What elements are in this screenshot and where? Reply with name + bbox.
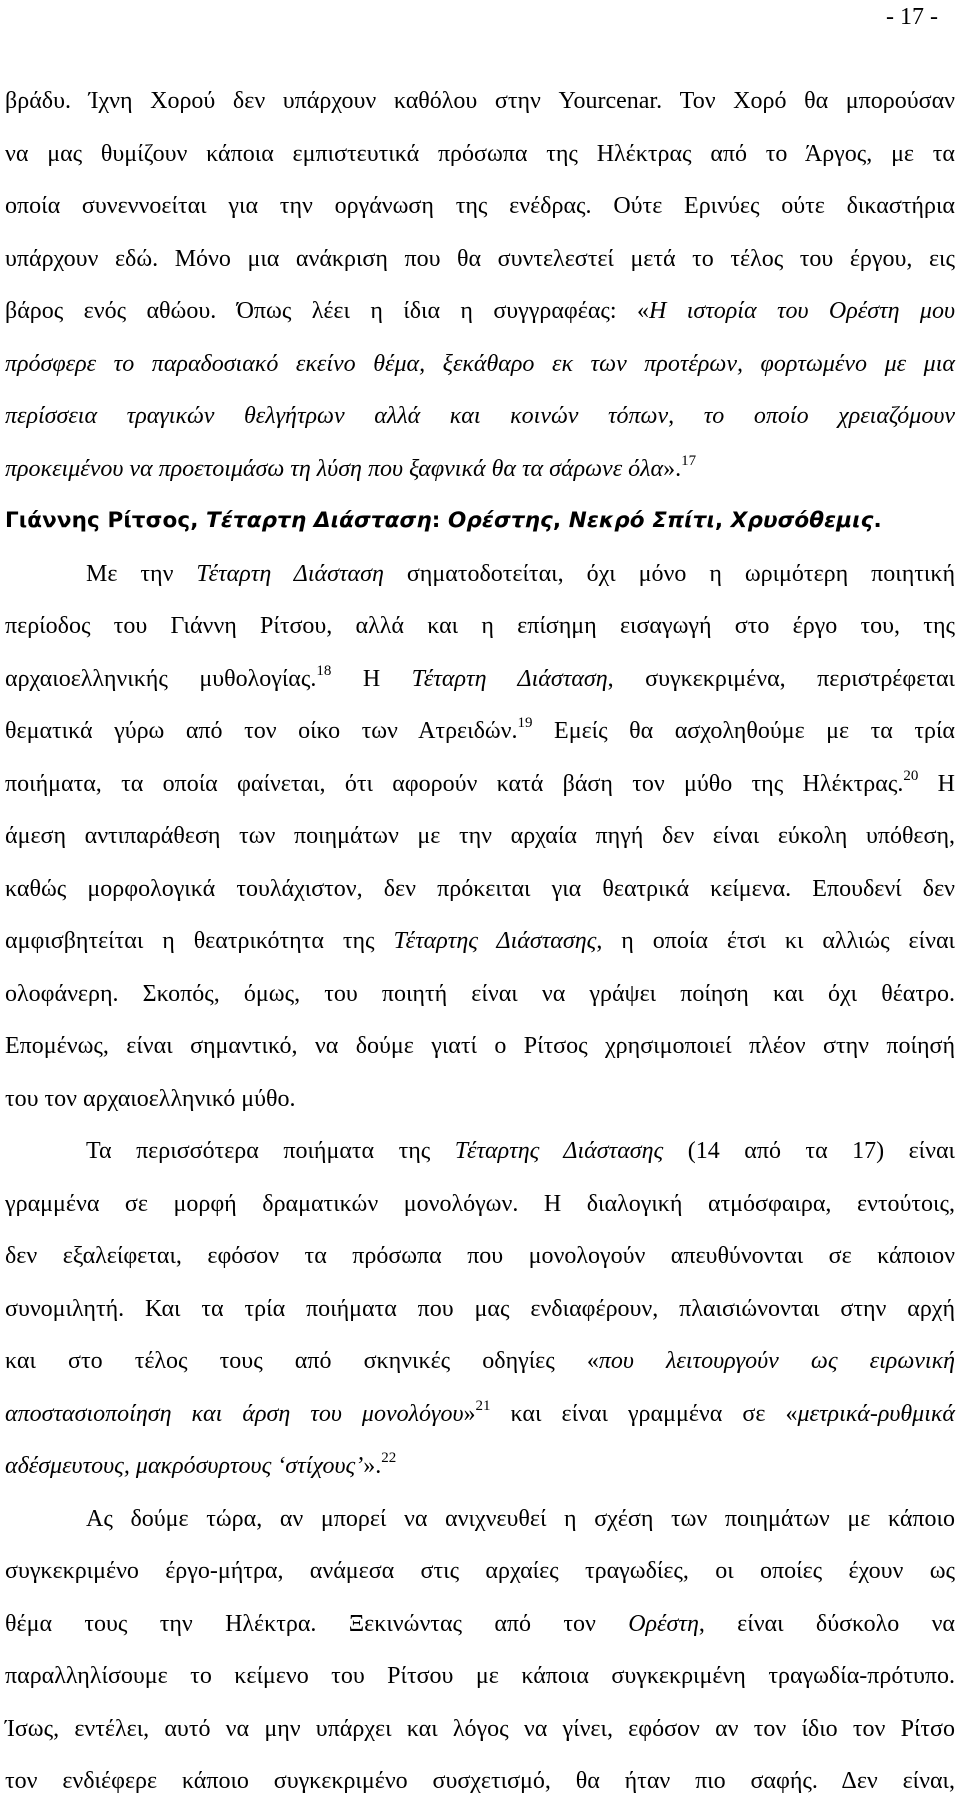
text-run: προκειμένου να προετοιμάσω τη λύση που ξαφνικά θα τα σάρωνε όλα: [5, 455, 664, 482]
text-run: αρχαιοελληνικής μυθολογίας.: [5, 665, 317, 692]
text-run: ».: [363, 1453, 382, 1479]
text-run: τον ενδιέφερε κάποιο συγκεκριμένο συσχετισμό, θα ήταν πιο σαφής. Δεν είναι,: [5, 1768, 955, 1794]
text-line: [5, 75, 955, 128]
footnote-marker[interactable]: 21: [475, 1397, 491, 1414]
text-line: [5, 915, 955, 968]
text-run: Η: [918, 770, 956, 797]
footnote-marker[interactable]: 19: [517, 715, 533, 731]
text-run: Νεκρό Σπίτι: [568, 508, 715, 533]
text-line: [5, 1073, 955, 1126]
text-run: Τέταρτη Διάσταση: [411, 665, 608, 692]
text-line: [5, 1703, 955, 1756]
text-run: πρόσφερε το παραδοσιακό εκείνο θέμα, ξεκάθαρο εκ των προτέρων, φορτωμένο με μια: [5, 350, 955, 377]
text-line: [5, 653, 955, 706]
text-run: (14 από τα 17) είναι: [663, 1138, 956, 1164]
text-run: συνομιλητή. Και τα τρία ποιήματα που μας ενδιαφέρουν, πλαισιώνονται στην αρχή: [5, 1295, 955, 1322]
text-line: [5, 390, 955, 443]
text-line: [5, 1545, 955, 1598]
text-line: [5, 758, 955, 811]
text-line: [5, 863, 955, 916]
text-run: .: [873, 508, 882, 533]
text-run: Τέταρτης Διάστασης: [393, 928, 597, 954]
text-run: , είναι δύσκολο να: [698, 1610, 955, 1637]
footnote-marker[interactable]: 18: [316, 662, 332, 679]
text-run: Η: [331, 665, 412, 692]
text-run: άμεση αντιπαράθεση των ποιημάτων με την αρχαία πηγή δεν είναι εύκολη υπόθεση,: [5, 823, 955, 849]
text-line: [5, 180, 955, 233]
text-run: αμφισβητείται η θεατρικότητα της: [5, 928, 394, 954]
text-line: [5, 1493, 955, 1546]
text-run: θεματικά γύρω από τον οίκο των Ατρειδών.: [5, 718, 518, 744]
text-run: Με την: [86, 560, 197, 587]
text-run: περίσσεια τραγικών θελγήτρων αλλά και κοινών τόπων, το οποίο χρειαζόμουν: [5, 403, 955, 429]
text-line: [5, 810, 955, 863]
text-run: και είναι γραμμένα σε «: [490, 1400, 798, 1427]
text-line: [5, 1755, 955, 1808]
footnote-marker[interactable]: 17: [681, 452, 697, 469]
text-run: ,: [714, 508, 731, 533]
text-run: που λειτουργούν ως ειρωνική: [598, 1348, 956, 1374]
text-run: Ορέστη: [628, 1610, 699, 1637]
text-run: καθώς μορφολογικά τουλάχιστον, δεν πρόκειται για θεατρικά κείμενα. Επουδενί δεν: [5, 875, 955, 902]
text-run: μετρικά-ρυθμικά: [797, 1400, 955, 1427]
text-line: [5, 233, 955, 286]
text-run: του τον αρχαιοελληνικό μύθο.: [5, 1085, 296, 1112]
text-run: ποιήματα, τα οποία φαίνεται, ότι αφορούν κατά βάση τον μύθο της Ηλέκτρας.: [5, 770, 904, 797]
text-run: »: [463, 1400, 476, 1427]
text-run: Η ιστορία του Ορέστη μου: [648, 298, 955, 324]
text-line: [5, 285, 955, 338]
text-run: Τέταρτη Διάσταση: [206, 508, 432, 533]
text-run: ».: [663, 455, 682, 482]
text-run: οποία συνεννοείται για την οργάνωση της ενέδρας. Ούτε Ερινύες ούτε δικαστήρια: [5, 193, 955, 219]
text-line: [5, 443, 955, 496]
text-line: [5, 548, 955, 601]
text-run: δεν εξαλείφεται, εφόσον τα πρόσωπα που μονολογούν απευθύνονται σε κάποιον: [5, 1243, 955, 1269]
text-line: [5, 1440, 955, 1493]
text-run: Ίσως, εντέλει, αυτό να μην υπάρχει και λόγος να γίνει, εφόσον αν τον ίδιο τον Ρίτσο: [5, 1715, 955, 1742]
text-line: [5, 600, 955, 653]
text-run: σηματοδοτείται, όχι μόνο η ωριμότερη ποιητική: [383, 560, 956, 587]
text-line: [5, 128, 955, 181]
text-run: αδέσμευτους, μακρόσυρτους ‘στίχους’: [5, 1453, 364, 1479]
text-run: θέμα τους την Ηλέκτρα. Ξεκινώντας από τον: [5, 1610, 629, 1637]
text-run: βάρος ενός αθώου. Όπως λέει η ίδια η συγγραφέας: «: [5, 298, 649, 324]
text-run: υπάρχουν εδώ. Μόνο μια ανάκριση που θα συντελεστεί μετά το τέλος του έργου, εις: [5, 245, 955, 272]
footnote-marker[interactable]: 22: [381, 1450, 397, 1466]
text-run: αποστασιοποίηση και άρση του μονολόγου: [5, 1400, 464, 1427]
text-line: [5, 1388, 955, 1441]
text-run: Τα περισσότερα ποιήματα της: [86, 1138, 455, 1164]
text-run: Επομένως, είναι σημαντικό, να δούμε γιατί ο Ρίτσος χρησιμοποιεί πλέον στην ποίησή: [5, 1033, 955, 1059]
text-run: και στο τέλος τους από σκηνικές οδηγίες «: [5, 1348, 599, 1374]
text-line: [5, 1650, 955, 1703]
text-line: [5, 968, 955, 1021]
page-number: - 17 -: [886, 4, 938, 30]
text-run: Γιάννης Ρίτσος,: [5, 508, 207, 533]
text-run: Χρυσόθεμις: [730, 508, 874, 533]
text-line: [5, 1178, 955, 1231]
text-run: να μας θυμίζουν κάποια εμπιστευτικά πρόσωπα της Ηλέκτρας από το Άργος, με τα: [5, 140, 955, 167]
text-run: παραλληλίσουμε το κείμενο του Ρίτσου με κάποια συγκεκριμένη τραγωδία-πρότυπο.: [5, 1663, 955, 1689]
footnote-marker[interactable]: 20: [903, 767, 919, 784]
text-run: γραμμένα σε μορφή δραματικών μονολόγων. Η διαλογική ατμόσφαιρα, εντούτοις,: [5, 1190, 955, 1217]
text-run: Εμείς θα ασχοληθούμε με τα τρία: [532, 718, 955, 744]
text-line: [5, 705, 955, 758]
text-run: Ας δούμε τώρα, αν μπορεί να ανιχνευθεί η σχέση των ποιημάτων με κάποιο: [86, 1505, 955, 1532]
section-heading: [5, 495, 955, 548]
text-line: [5, 338, 955, 391]
text-line: [5, 1283, 955, 1336]
text-line: [5, 1335, 955, 1388]
text-run: Τέταρτης Διάστασης: [454, 1138, 664, 1164]
text-run: βράδυ. Ίχνη Χορού δεν υπάρχουν καθόλου στην Yourcenar. Τον Χορό θα μπορούσαν: [5, 88, 955, 114]
text-run: , συγκεκριμένα, περιστρέφεται: [607, 665, 955, 692]
text-run: περίοδος του Γιάννη Ρίτσου, αλλά και η επίσημη εισαγωγή στο έργο του, της: [5, 613, 955, 639]
text-run: Ορέστης: [448, 508, 553, 533]
text-run: συγκεκριμένο έργο-μήτρα, ανάμεσα στις αρχαίες τραγωδίες, οι οποίες έχουν ως: [5, 1558, 955, 1584]
document-body: [5, 75, 955, 1808]
text-line: [5, 1020, 955, 1073]
text-run: ,: [552, 508, 569, 533]
text-line: [5, 1230, 955, 1283]
text-line: [5, 1598, 955, 1651]
text-run: :: [431, 508, 449, 533]
text-run: , η οποία έτσι κι αλλιώς είναι: [596, 928, 955, 954]
text-run: Τέταρτη Διάσταση: [196, 560, 384, 587]
text-line: [5, 1125, 955, 1178]
text-run: ολοφάνερη. Σκοπός, όμως, του ποιητή είναι να γράψει ποίηση και όχι θέατρο.: [5, 980, 955, 1007]
